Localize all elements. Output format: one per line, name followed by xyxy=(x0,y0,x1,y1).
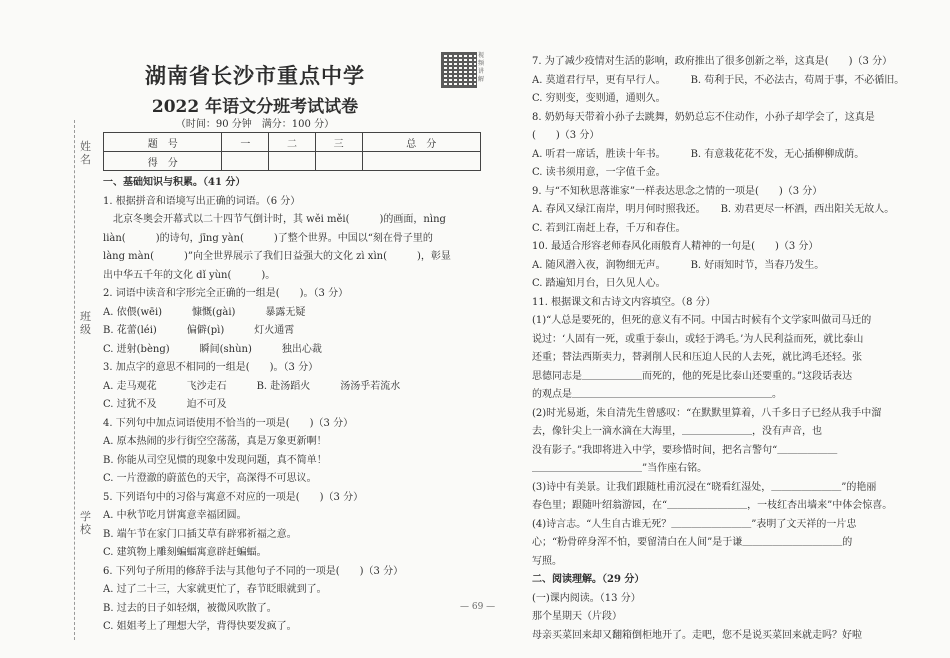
question-line: 没有影子。”我即将进入中学，要珍惜时间，把名言警句“＿＿＿＿＿＿ xyxy=(532,444,838,456)
question-line: 8. 奶奶每天带着小孙子去跳舞，奶奶总忘不住动作，小孙子却学会了，这真是 xyxy=(532,111,875,123)
question-line: (一)课内阅读。（13 分） xyxy=(532,592,641,604)
score-cell[interactable] xyxy=(269,152,316,171)
question-line: C. 姐姐考上了理想大学，背得快要发疯了。 xyxy=(103,621,297,632)
question-line: C. 一片澄澈的蔚蓝色的天宇，高深得不可思议。 xyxy=(103,473,317,484)
question-line: B. 过去的日子如轻烟，被微风吹散了。 xyxy=(103,602,277,614)
question-line: làng màn( )”向全世界展示了我们日益强大的文化 zì xìn( )，彰显 xyxy=(103,251,451,262)
question-line: C. 踏遍知月台，日久见人心。 xyxy=(532,278,666,289)
binding-label-school: 学校 xyxy=(80,510,91,536)
question-line: A. 走马观花 飞沙走石 B. 赴汤蹈火 汤汤乎若流水 xyxy=(103,380,401,392)
question-line: 2. 词语中读音和字形完全正确的一组是( )。（3 分） xyxy=(103,288,349,299)
question-line: 还重；替法西斯卖力，替剥削人民和压迫人民的人去死，就比鸿毛还轻。张 xyxy=(532,352,862,363)
question-line: 心；“粉骨碎身浑不怕，要留清白在人间”是于谦＿＿＿＿＿＿＿＿＿＿的 xyxy=(532,537,853,548)
question-line: ＿＿＿＿＿＿＿＿＿＿＿”当作座右铭。 xyxy=(532,463,708,474)
question-line: C. 读书须用意，一字值千金。 xyxy=(532,167,666,178)
question-line: 10. 最适合形容老师春风化雨般育人精神的一句是( )（3 分） xyxy=(532,241,819,252)
question-line: B. 花蕾(léi) 偏僻(pì) 灯火通霄 xyxy=(103,325,295,336)
question-line: 二、阅读理解。（29 分） xyxy=(532,574,645,585)
question-line: 的观点是＿＿＿＿＿＿＿＿＿＿＿＿＿＿＿＿＿＿＿＿。 xyxy=(532,389,782,400)
score-cell[interactable] xyxy=(315,152,362,171)
question-line: C. 穷则变，变则通，通则久。 xyxy=(532,93,666,104)
exam-school-title: 湖南省长沙市重点中学 xyxy=(145,63,365,88)
question-line: C. 迸射(bèng) 瞬间(shùn) 独出心裁 xyxy=(103,343,322,355)
question-line: A. 随风潜入夜，润物细无声。 B. 好雨知时节，当春乃发生。 xyxy=(532,259,825,271)
question-line: B. 你能从司空见惯的现象中发现问题，真不简单！ xyxy=(103,454,327,466)
question-line: 出中华五千年的文化 dǐ yùn( )。 xyxy=(103,269,276,281)
question-line: 写照。 xyxy=(532,555,562,567)
question-line: 春色里；跟随叶绍翁游园，在“＿＿＿＿＿＿＿＿，一枝红杏出墙来”中体会惊喜。 xyxy=(532,500,893,511)
question-line: 思德同志是＿＿＿＿＿＿而死的，他的死是比泰山还要重的。”这段话表达 xyxy=(532,370,853,382)
question-line: C. 若到江南赶上春，千万和春住。 xyxy=(532,222,686,234)
question-line: A. 原本热闹的步行街空空荡荡，真是万象更新啊！ xyxy=(103,436,327,447)
question-line: (3)诗中有美景。让我们跟随杜甫沉浸在“晓看红湿处，＿＿＿＿＿＿＿”的艳丽 xyxy=(532,481,877,493)
score-header: 一 xyxy=(222,133,269,152)
score-cell[interactable] xyxy=(362,152,481,171)
score-table xyxy=(103,132,481,171)
page-number: — 69 — xyxy=(460,602,496,612)
question-line: liàn( )的诗句，jīng yàn( )了整个世界。中国以“刻在骨子里的 xyxy=(103,232,433,244)
score-header: 三 xyxy=(315,133,362,152)
score-header: 总 分 xyxy=(362,133,481,152)
question-line: 一、基础知识与积累。（41 分） xyxy=(103,177,246,188)
binding-label-name: 姓名 xyxy=(80,140,91,166)
question-line: A. 莫道君行早，更有早行人。 B. 苟利于民，不必法古，苟周于事，不必循旧。 xyxy=(532,74,905,86)
exam-subtitle: （时间：90 分钟 满分：100 分） xyxy=(175,119,335,130)
score-header: 题 号 xyxy=(104,133,222,152)
question-line: 北京冬奥会开幕式以二十四节气倒计时，其 wěi měi( )的画面，nìng xyxy=(103,214,446,225)
question-line: ( )（3 分） xyxy=(532,130,600,141)
question-line: 7. 为了减少疫情对生活的影响，政府推出了很多创新之举，这真是( )（3 分） xyxy=(532,56,893,67)
question-line: 1. 根据拼音和语境写出正确的词语。（6 分） xyxy=(103,195,301,207)
question-line: 4. 下列句中加点词语使用不恰当的一项是( )（3 分） xyxy=(103,417,354,429)
question-line: A. 依偎(wēi) 慷慨(gài) 暴露无疑 xyxy=(103,306,306,318)
question-line: 说过：‘人固有一死，或重于泰山，或轻于鸿毛。’为人民利益而死，就比泰山 xyxy=(532,333,864,345)
question-line: 9. 与“不知秋思落谁家”一样表达思念之情的一项是( )（3 分） xyxy=(532,185,823,197)
qr-note: 视频讲解 xyxy=(478,52,485,83)
question-line: B. 端午节在家门口插艾草有辟邪祈福之意。 xyxy=(103,528,297,540)
binding-line xyxy=(74,120,77,640)
question-line: 5. 下列语句中的习俗与寓意不对应的一项是( )（3 分） xyxy=(103,491,364,503)
question-line: 3. 加点字的意思不相同的一组是( )。（3 分） xyxy=(103,362,319,373)
question-line: (4)诗言志。“人生自古谁无死？＿＿＿＿＿＿＿＿”表明了文天祥的一片忠 xyxy=(532,518,857,530)
question-line: 6. 下列句子所用的修辞手法与其他句子不同的一项是( )（3 分） xyxy=(103,565,404,577)
question-line: (2)时光易逝，朱自清先生曾感叹：“在默默里算着，八千多日子已经从我手中溜 xyxy=(532,407,882,419)
exam-title: 2022 年语文分班考试试卷 xyxy=(151,97,359,117)
question-line: (1)“人总是要死的，但死的意义有不同。中国古时候有个文学家叫做司马迁的 xyxy=(532,315,872,326)
question-line: 去，像针尖上一滴水滴在大海里，＿＿＿＿＿＿＿，没有声音，也 xyxy=(532,426,822,437)
question-line: A. 听君一席话，胜读十年书。 B. 有意栽花花不发，无心插柳柳成荫。 xyxy=(532,148,865,160)
question-line: A. 春风又绿江南岸，明月何时照我还。 B. 劝君更尽一杯酒，西出阳关无故人。 xyxy=(532,204,895,215)
question-line: 母亲买菜回来却又翻箱倒柜地开了。走吧，您不是说买菜回来就走吗？好啦 xyxy=(532,629,862,641)
question-line: A. 中秋节吃月饼寓意幸福团圆。 xyxy=(103,510,247,521)
score-row-label: 得 分 xyxy=(104,152,222,171)
question-line: 那个星期天（片段） xyxy=(532,611,622,622)
binding-label-class: 班级 xyxy=(80,310,91,336)
question-line: C. 建筑物上雕刻蝙蝠寓意辟赶蝙蝠。 xyxy=(103,547,267,558)
qr-code-icon xyxy=(441,52,477,88)
question-line: 11. 根据课文和古诗文内容填空。（8 分） xyxy=(532,296,716,308)
question-line: A. 过了二十三，大家就更忙了，春节眨眼就到了。 xyxy=(103,584,327,595)
question-line: C. 过犹不及 迫不可及 xyxy=(103,399,227,410)
score-header: 二 xyxy=(269,133,316,152)
score-cell[interactable] xyxy=(222,152,269,171)
